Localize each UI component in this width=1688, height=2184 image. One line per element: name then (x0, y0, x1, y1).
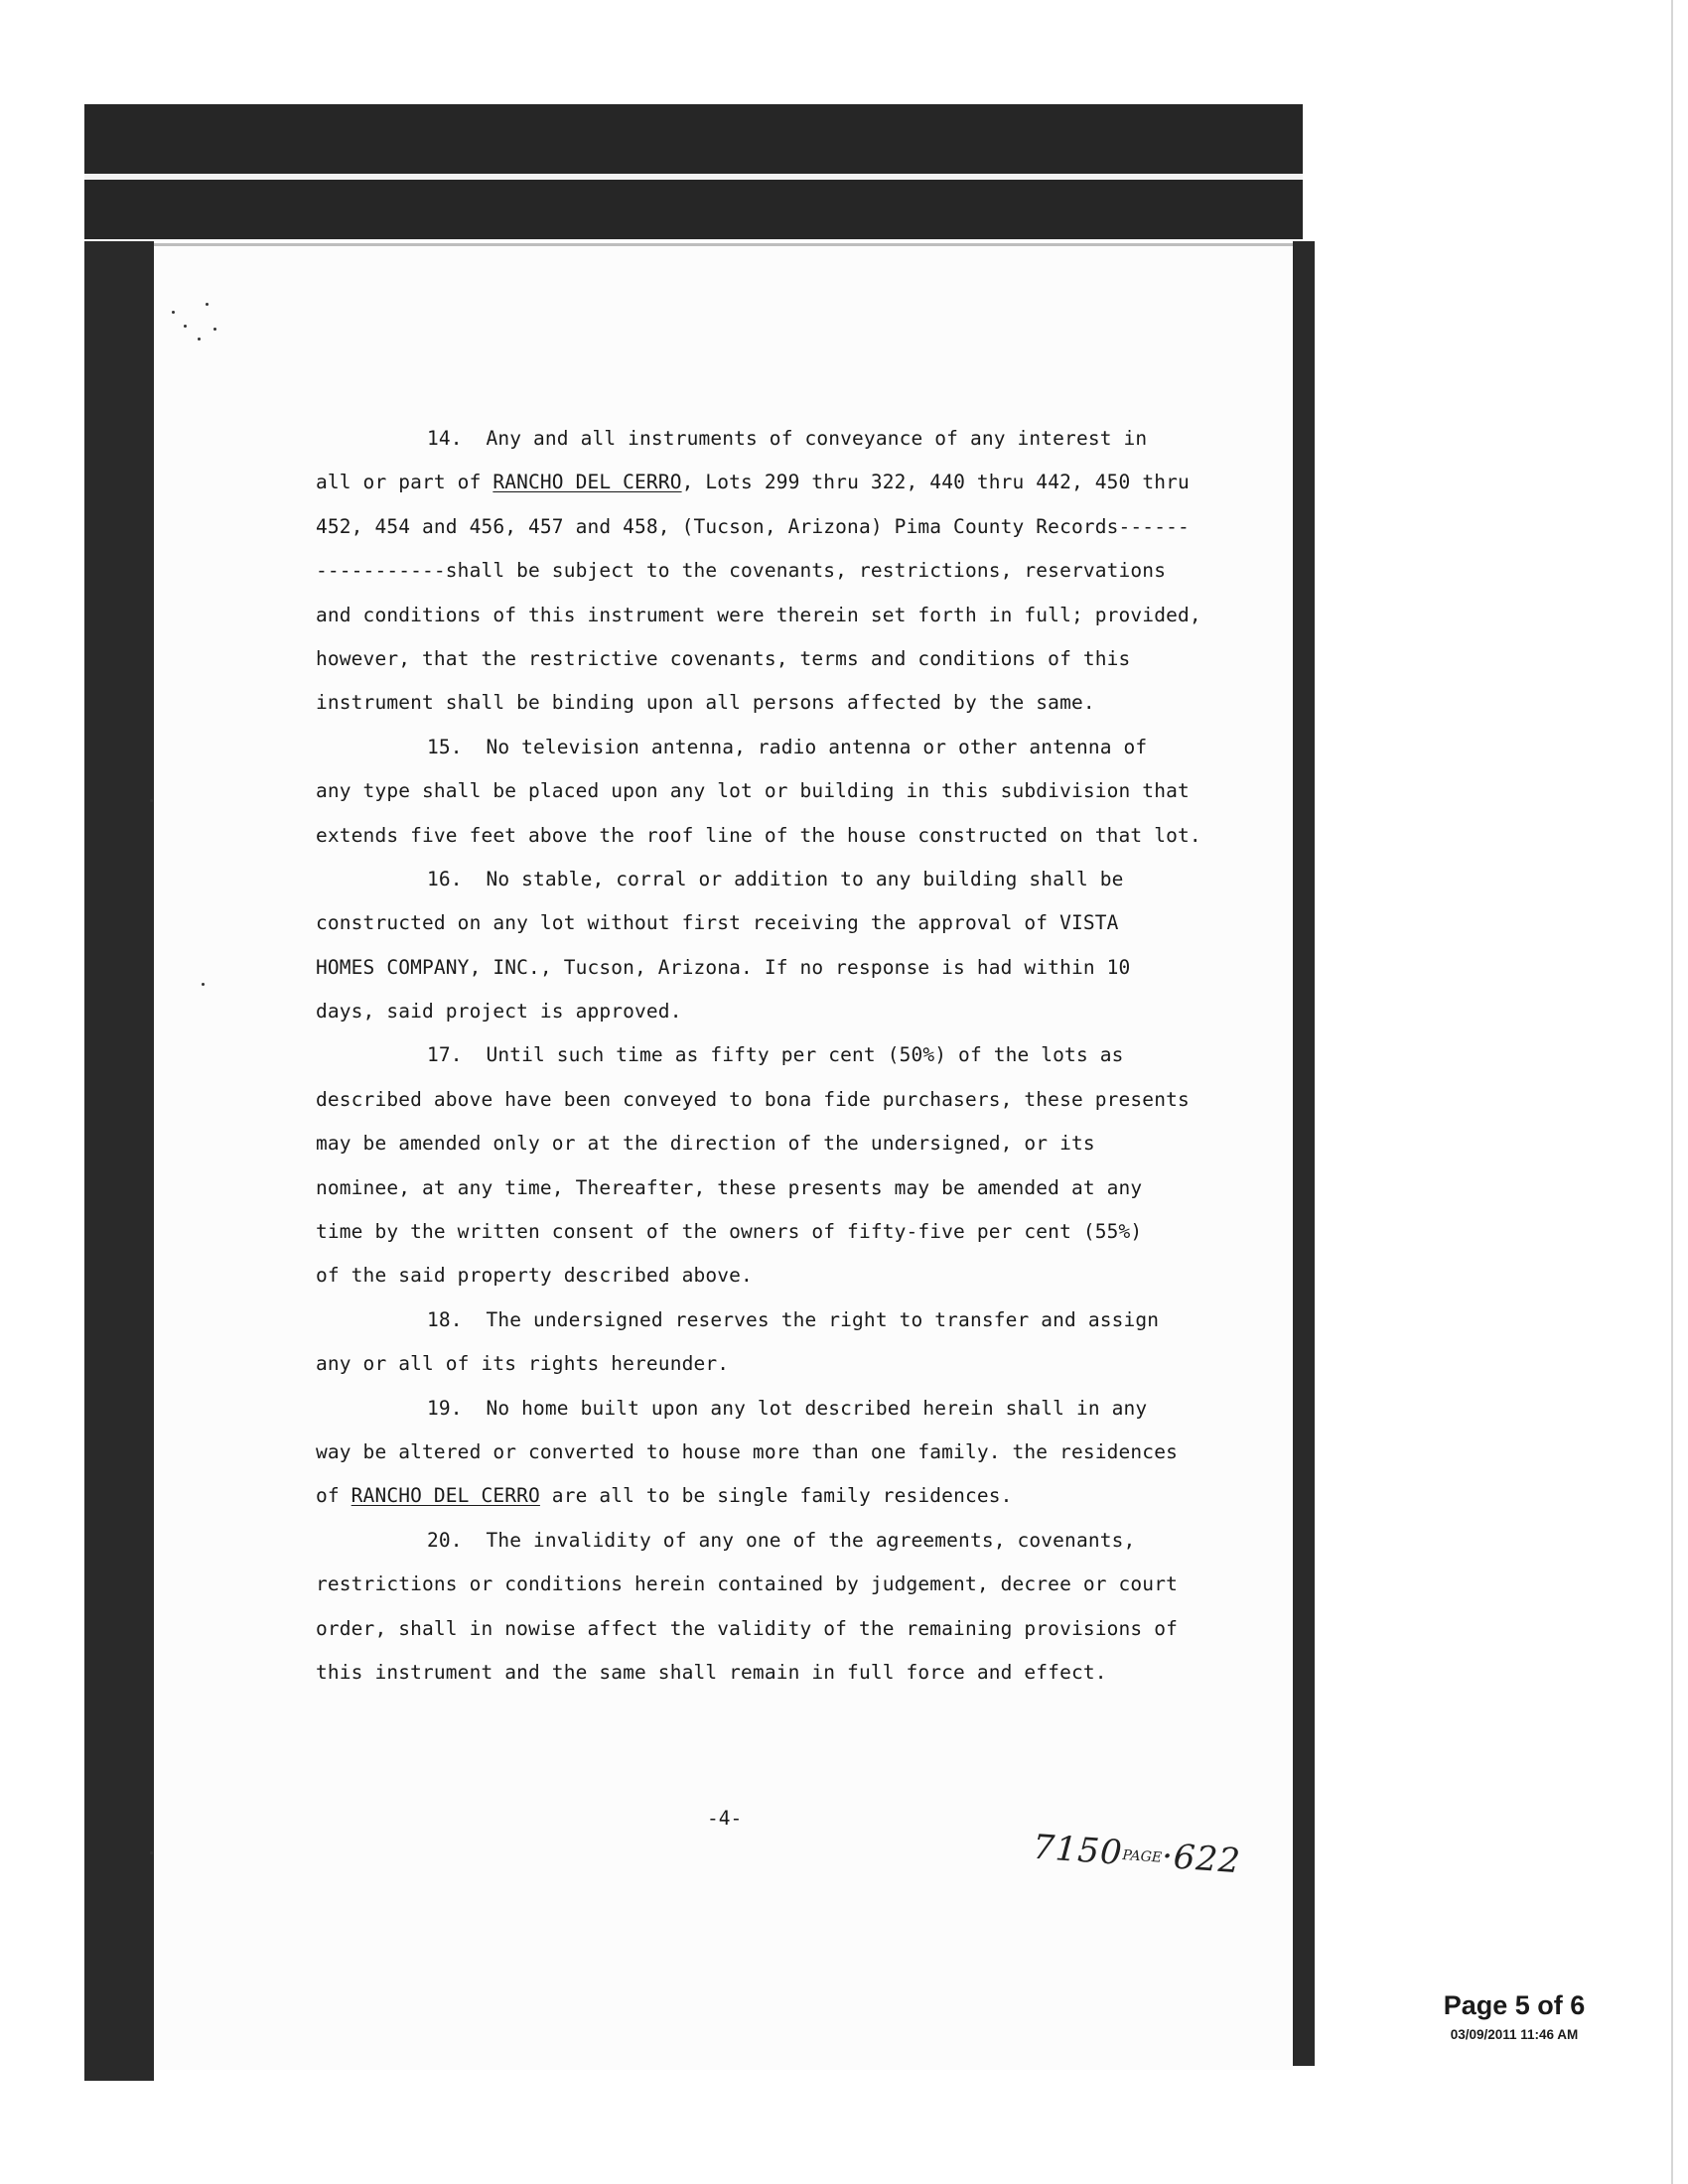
page-number: -4- (707, 1807, 743, 1830)
line-text: , Lots 299 thru 322, 440 thru 442, 450 thru (681, 471, 1190, 494)
line-text: way be altered or converted to house more than one family. the residences (316, 1439, 1178, 1463)
document-line (316, 1387, 1170, 1431)
line-text: of (316, 1484, 352, 1508)
document-line (316, 1431, 1178, 1474)
document-line (316, 1166, 1170, 1210)
line-text: HOMES COMPANY, INC., Tucson, Arizona. If no response is had within 10 (316, 955, 1131, 979)
scan-speck (150, 799, 153, 802)
document-line (316, 990, 1170, 1033)
document-line (316, 1563, 1178, 1606)
document-line (316, 594, 1201, 637)
scan-speck (172, 311, 175, 314)
document-line (316, 726, 1170, 769)
line-text: are all to be single family residences. (539, 1484, 1013, 1508)
scan-speck (184, 325, 187, 328)
document-line (316, 1298, 1170, 1342)
scan-speck (198, 338, 201, 341)
document-line (316, 814, 1201, 858)
line-text: and conditions of this instrument were therein set forth in full; provided, (316, 603, 1201, 626)
recording-stamp: 7150PAGE·622 (1031, 1827, 1243, 1882)
line-text: -----------shall be subject to the covenants, restrictions, reservations (316, 559, 1167, 583)
line-text: any type shall be placed upon any lot or building in this subdivision that (316, 779, 1190, 803)
line-text: instrument shall be binding upon all persons affected by the same. (316, 691, 1095, 715)
page-indicator: Page 5 of 6 (1443, 1990, 1586, 2020)
scan-speck (150, 1851, 153, 1854)
scan-left-border (84, 241, 154, 2081)
document-line (316, 1519, 1170, 1563)
document-line (316, 1078, 1190, 1122)
viewer-edge (1671, 0, 1673, 2184)
line-text: 19. No home built upon any lot described herein shall in any (427, 1396, 1148, 1420)
document-line (316, 946, 1170, 990)
document-line (316, 1651, 1170, 1695)
document-line (316, 1474, 1170, 1518)
line-text: days, said project is approved. (316, 1000, 682, 1024)
document-line (316, 461, 1190, 504)
line-text: constructed on any lot without first receiving the approval of VISTA (316, 911, 1119, 935)
document-line (316, 1254, 1170, 1297)
line-text: time by the written consent of the owners of fifty-five per cent (55%) (316, 1220, 1143, 1244)
document-line (316, 1607, 1178, 1651)
document-body (316, 417, 1201, 1695)
underlined-subdivision-name: RANCHO DEL CERRO (492, 471, 682, 494)
line-text: 18. The undersigned reserves the right to transfer and assign (427, 1307, 1160, 1331)
line-text: of the said property described above. (316, 1264, 753, 1288)
document-line (316, 901, 1170, 945)
scan-speck (213, 328, 216, 331)
line-text: described above have been conveyed to bona fide purchasers, these presents (316, 1087, 1190, 1111)
document-line (316, 769, 1190, 813)
document-line (316, 1210, 1170, 1254)
line-text: extends five feet above the roof line of the house constructed on that lot. (316, 823, 1201, 847)
line-text: 17. Until such time as fifty per cent (50%) of the lots as (427, 1043, 1124, 1067)
document-line (316, 417, 1170, 461)
document-line (316, 858, 1170, 901)
line-text: any or all of its rights hereunder. (316, 1352, 730, 1376)
document-line (316, 1033, 1170, 1077)
page-top-edge (154, 243, 1293, 246)
line-text: this instrument and the same shall remain in full force and effect. (316, 1660, 1107, 1684)
page-timestamp: 03/09/2011 11:46 AM (1450, 2027, 1579, 2042)
line-text: 14. Any and all instruments of conveyance of any interest in (427, 427, 1148, 450)
line-text: 452, 454 and 456, 457 and 458, (Tucson, Arizona) Pima County Records------ (316, 514, 1190, 538)
scan-right-border (1293, 241, 1315, 2066)
line-text: order, shall in nowise affect the validity of the remaining provisions of (316, 1616, 1178, 1640)
document-line (316, 1122, 1170, 1165)
scan-speck (202, 983, 205, 986)
document-line (316, 637, 1170, 681)
stamp-page-word: PAGE (1121, 1847, 1163, 1866)
line-text: restrictions or conditions herein contained by judgement, decree or court (316, 1572, 1178, 1596)
document-line (316, 505, 1190, 549)
scan-top-border (84, 104, 1303, 239)
scan-speck (206, 303, 209, 306)
line-text: 20. The invalidity of any one of the agreements, covenants, (427, 1528, 1136, 1552)
line-text: 15. No television antenna, radio antenna or other antenna of (427, 735, 1148, 758)
document-line (316, 681, 1170, 725)
stamp-book: 7150 (1031, 1827, 1124, 1873)
line-text: all or part of (316, 471, 493, 494)
scan-stripe (84, 174, 1303, 180)
line-text: 16. No stable, corral or addition to any building shall be (427, 867, 1124, 890)
document-line (316, 549, 1170, 593)
line-text: may be amended only or at the direction of the undersigned, or its (316, 1132, 1095, 1156)
document-line (316, 1342, 1170, 1386)
line-text: nominee, at any time, Thereafter, these presents may be amended at any (316, 1175, 1143, 1199)
underlined-subdivision-name: RANCHO DEL CERRO (351, 1484, 540, 1508)
line-text: however, that the restrictive covenants, terms and conditions of this (316, 646, 1131, 670)
stamp-page: 622 (1172, 1837, 1243, 1882)
